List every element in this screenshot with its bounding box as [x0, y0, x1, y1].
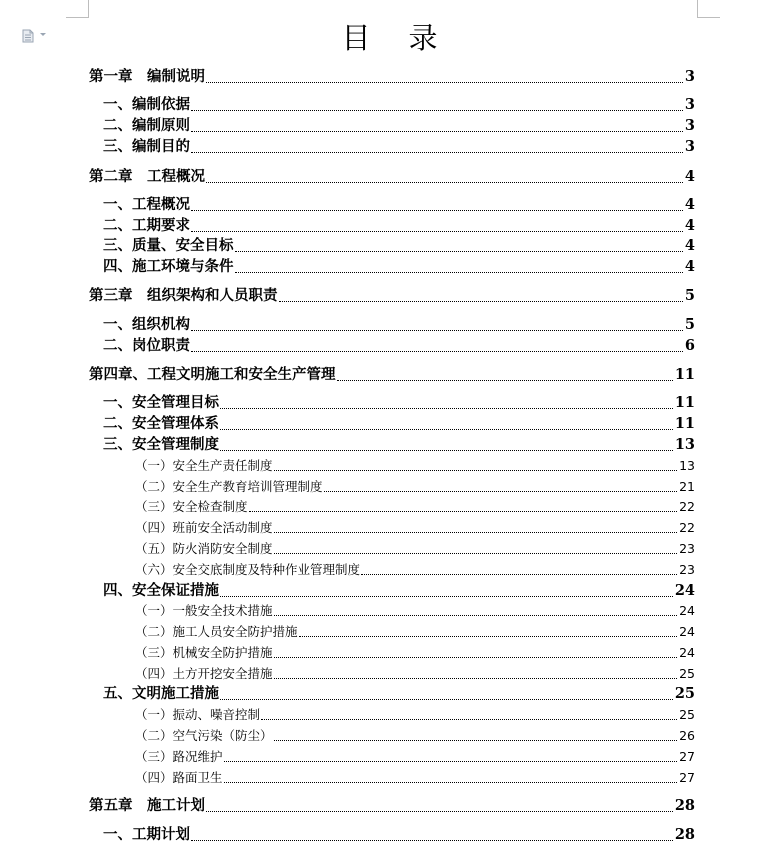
- toc-dot-leader: [337, 380, 673, 381]
- toc-entry-level2[interactable]: [103, 116, 695, 136]
- toc-entry-label: 四、施工环境与条件: [103, 258, 234, 275]
- toc-page-number: 4: [684, 196, 695, 213]
- toc-entry-label: 一、编制依据: [103, 96, 190, 113]
- toc-entry-label: 第四章、工程文明施工和安全生产管理: [89, 366, 336, 383]
- toc-entry-level3[interactable]: [135, 748, 695, 766]
- toc-page-number: 24: [679, 624, 695, 639]
- toc-entry-label: （三）路况维护: [135, 749, 223, 764]
- toc-entry-label: （三）安全检查制度: [135, 499, 248, 514]
- toc-entry-label: （三）机械安全防护措施: [135, 645, 273, 660]
- toc-dot-leader: [261, 719, 677, 720]
- toc-dot-leader: [235, 251, 683, 252]
- toc-dot-leader: [191, 110, 683, 111]
- toc-entry-label: 五、文明施工措施: [103, 685, 219, 702]
- toc-dot-leader: [191, 210, 683, 211]
- toc-entry-label: （二）安全生产教育培训管理制度: [135, 479, 323, 494]
- toc-entry-level3[interactable]: [135, 602, 695, 620]
- toc-entry-level2[interactable]: [103, 581, 695, 601]
- toc-entry-level3[interactable]: [135, 561, 695, 579]
- toc-dot-leader: [274, 470, 678, 471]
- toc-entry-label: 二、工期要求: [103, 217, 190, 234]
- toc-entry-level2[interactable]: [103, 195, 695, 215]
- toc-entry-label: 四、安全保证措施: [103, 582, 219, 599]
- toc-entry-level2[interactable]: [103, 95, 695, 115]
- toc-page-number: 21: [679, 479, 695, 494]
- toc-entry-level3[interactable]: [135, 623, 695, 641]
- toc-dot-leader: [224, 761, 678, 762]
- toc-page-number: 5: [684, 316, 695, 333]
- toc-entry-level3[interactable]: [135, 644, 695, 662]
- toc-entry-level3[interactable]: [135, 540, 695, 558]
- toc-dot-leader: [191, 131, 683, 132]
- toc-page-number: 27: [679, 770, 695, 785]
- toc-dot-leader: [299, 636, 678, 637]
- toc-entry-level3[interactable]: [135, 519, 695, 537]
- toc-dot-leader: [206, 82, 683, 83]
- toc-dot-leader: [191, 231, 683, 232]
- toc-page-number: 23: [679, 541, 695, 556]
- toc-page-number: 27: [679, 749, 695, 764]
- toc-entry-level1[interactable]: [89, 67, 695, 87]
- toc-page-number: 4: [684, 237, 695, 254]
- toc-entry-level2[interactable]: [103, 393, 695, 413]
- toc-entry-label: 二、编制原则: [103, 117, 190, 134]
- toc-page-number: 24: [679, 645, 695, 660]
- toc-entry-level2[interactable]: [103, 336, 695, 356]
- toc-dot-leader: [235, 272, 683, 273]
- toc-entry-level3[interactable]: [135, 478, 695, 496]
- toc-page-number: 24: [674, 582, 695, 599]
- toc-dot-leader: [224, 782, 678, 783]
- toc-entry-label: （四）土方开挖安全措施: [135, 666, 273, 681]
- toc-dot-leader: [191, 330, 683, 331]
- toc-entry-label: 三、编制目的: [103, 138, 190, 155]
- toc-dot-leader: [206, 811, 673, 812]
- toc-entry-label: （一）一般安全技术措施: [135, 603, 273, 618]
- toc-page-number: 11: [674, 394, 695, 411]
- toc-entry-level3[interactable]: [135, 706, 695, 724]
- toc-entry-level2[interactable]: [103, 684, 695, 704]
- toc-entry-label: （二）施工人员安全防护措施: [135, 624, 298, 639]
- toc-entry-label: 二、安全管理体系: [103, 415, 219, 432]
- toc-page-number: 11: [674, 366, 695, 383]
- toc-entry-label: （四）班前安全活动制度: [135, 520, 273, 535]
- toc-page-number: 25: [679, 666, 695, 681]
- toc-dot-leader: [274, 657, 678, 658]
- toc-entry-level2[interactable]: [103, 825, 695, 845]
- toc-entry-level1[interactable]: [89, 365, 695, 385]
- toc-dot-leader: [361, 574, 677, 575]
- toc-entry-label: （四）路面卫生: [135, 770, 223, 785]
- toc-entry-label: （六）安全交底制度及特种作业管理制度: [135, 562, 361, 577]
- toc-entry-level1[interactable]: [89, 167, 695, 187]
- toc-page-number: 28: [674, 826, 695, 843]
- page-title: 目录: [341, 21, 476, 55]
- toc-page-number: 3: [684, 117, 695, 134]
- toc-dot-leader: [191, 152, 683, 153]
- toc-page-number: 5: [684, 287, 695, 304]
- toc-dot-leader: [274, 740, 678, 741]
- toc-dot-leader: [220, 596, 673, 597]
- toc-dot-leader: [220, 429, 673, 430]
- toc-page-number: 4: [684, 217, 695, 234]
- toc-dot-leader: [191, 351, 683, 352]
- toc-page-number: 4: [684, 168, 695, 185]
- toc-entry-level1[interactable]: [89, 286, 695, 306]
- toc-page-number: 25: [679, 707, 695, 722]
- toc-dot-leader: [206, 182, 683, 183]
- toc-entry-level2[interactable]: [103, 315, 695, 335]
- toc-entry-label: （二）空气污染（防尘）: [135, 728, 273, 743]
- toc-page-number: 22: [679, 499, 695, 514]
- toc-entry-level3[interactable]: [135, 498, 695, 516]
- toc-entry-label: 一、安全管理目标: [103, 394, 219, 411]
- toc-dot-leader: [220, 450, 673, 451]
- toc-entry-level3[interactable]: [135, 769, 695, 787]
- toc-entry-label: （一）振动、噪音控制: [135, 707, 261, 722]
- toc-dot-leader: [249, 511, 678, 512]
- toc-dot-leader: [274, 678, 678, 679]
- toc-entry-label: 三、质量、安全目标: [103, 237, 234, 254]
- toc-entry-label: 二、岗位职责: [103, 337, 190, 354]
- toc-entry-label: 第五章 施工计划: [89, 797, 205, 814]
- toc-dot-leader: [191, 840, 673, 841]
- toc-page-number: 26: [679, 728, 695, 743]
- toc-entry-level3[interactable]: [135, 665, 695, 683]
- toc-entry-level2[interactable]: [103, 257, 695, 277]
- toc-entry-label: 一、工程概况: [103, 196, 190, 213]
- toc-entry-level3[interactable]: [135, 457, 695, 475]
- toc-entry-label: （五）防火消防安全制度: [135, 541, 273, 556]
- toc-entry-level2[interactable]: [103, 216, 695, 236]
- toc-page-number: 11: [674, 415, 695, 432]
- toc-page-number: 13: [674, 436, 695, 453]
- toc-entry-label: 一、组织机构: [103, 316, 190, 333]
- toc-entry-level2[interactable]: [103, 414, 695, 434]
- toc-entry-level2[interactable]: [103, 137, 695, 157]
- toc-entry-label: 第二章 工程概况: [89, 168, 205, 185]
- toc-page-number: 25: [674, 685, 695, 702]
- toc-page-number: 22: [679, 520, 695, 535]
- toc-dot-leader: [279, 301, 683, 302]
- toc-page-number: 13: [679, 458, 695, 473]
- toc-entry-label: 第一章 编制说明: [89, 68, 205, 85]
- toc-page-number: 3: [684, 68, 695, 85]
- toc-entry-label: 一、工期计划: [103, 826, 190, 843]
- toc-entry-level1[interactable]: [89, 796, 695, 816]
- toc-dot-leader: [274, 532, 678, 533]
- toc-dot-leader: [324, 491, 678, 492]
- toc-page-number: 4: [684, 258, 695, 275]
- toc-dot-leader: [220, 408, 673, 409]
- toc-entry-level2[interactable]: [103, 236, 695, 256]
- toc-page-number: 23: [679, 562, 695, 577]
- toc-page-number: 28: [674, 797, 695, 814]
- toc-entry-level3[interactable]: [135, 727, 695, 745]
- toc-entry-label: 第三章 组织架构和人员职责: [89, 287, 278, 304]
- toc-page-number: 6: [684, 337, 695, 354]
- toc-page-number: 24: [679, 603, 695, 618]
- toc-page-number: 3: [684, 96, 695, 113]
- toc-page-number: 3: [684, 138, 695, 155]
- toc-dot-leader: [220, 699, 673, 700]
- toc-entry-label: 三、安全管理制度: [103, 436, 219, 453]
- toc-dot-leader: [274, 553, 678, 554]
- toc-entry-level2[interactable]: [103, 435, 695, 455]
- toc-entry-label: （一）安全生产责任制度: [135, 458, 273, 473]
- toc-dot-leader: [274, 615, 678, 616]
